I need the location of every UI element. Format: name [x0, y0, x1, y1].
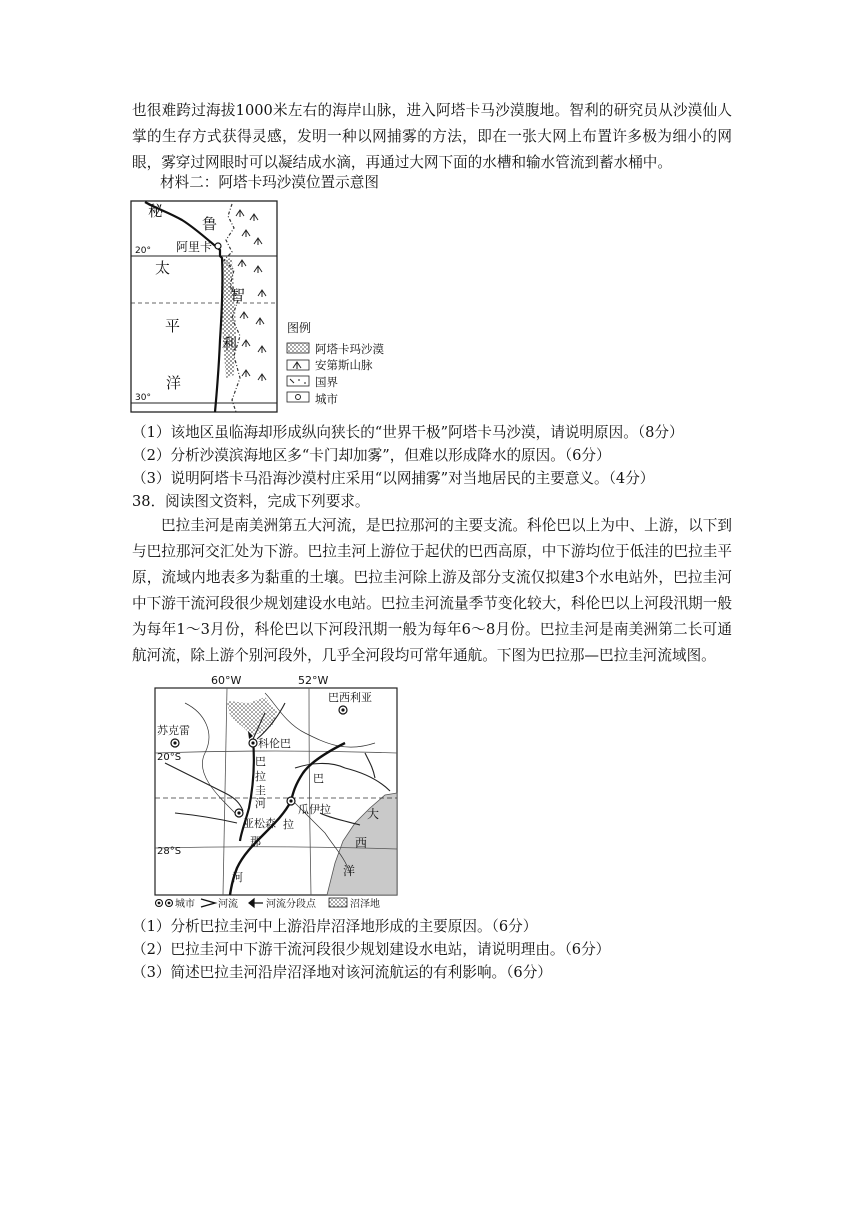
question-2-2: （2）巴拉圭河中下游干流河段很少规划建设水电站，请说明理由。（6分）	[132, 941, 611, 958]
ocean-label-3: 洋	[343, 864, 356, 878]
parana-river-label-1: 巴	[313, 772, 324, 785]
city-guaira-label: 瓜伊拉	[298, 803, 331, 816]
arica-city-marker	[215, 243, 221, 249]
legend-swamp: 沼泽地	[350, 899, 380, 910]
question-2-1: （1）分析巴拉圭河中上游沿岸沼泽地形成的主要原因。（6分）	[132, 918, 538, 935]
map1-legend	[287, 320, 384, 406]
parana-river-label-3: 那	[250, 835, 261, 848]
material-1-paragraph: 也很难跨过海拔1000米左右的海岸山脉，进入阿塔卡马沙漠腹地。智利的研究员从沙漠仙人掌的生存方式获得灵感，发明一种以网捕雾的方法，即在一张大网上布置许多极为细小的网眼，雾穿过网眼时可以凝结成水滴，再通过大网下面的水槽和输水管流到蓄水桶中。	[132, 102, 732, 171]
paraguay-river-label-4: 河	[255, 797, 266, 810]
legend-andes: 安第斯山脉	[315, 358, 373, 372]
paraguay-river-label-3: 圭	[255, 784, 266, 797]
label-pacific-1: 太	[155, 259, 171, 277]
paraguay-river-label-2: 拉	[255, 770, 266, 783]
label-lat-30: 30°	[135, 393, 151, 403]
label-pacific-2: 平	[165, 317, 181, 335]
atacama-location-map	[130, 200, 400, 414]
parana-river-label-4: 河	[232, 871, 243, 884]
label-lon-60w: 60°W	[211, 674, 242, 687]
question-38-title: 38．阅读图文资料，完成下列要求。	[132, 493, 370, 510]
ocean-label-2: 西	[355, 836, 368, 850]
legend-city: 城市	[315, 392, 338, 406]
legend-title: 图例	[287, 321, 312, 335]
question-1-3: （3）说明阿塔卡马沿海沙漠村庄采用“以网捕雾”对当地居民的主要意义。（4分）	[132, 470, 655, 487]
legend-split-point: 河流分段点	[266, 899, 316, 910]
label-lat-28s: 28°S	[157, 846, 182, 857]
label-lat-20s: 20°S	[157, 752, 182, 763]
parana-river-label-2: 拉	[283, 818, 294, 831]
question-1-2: （2）分析沙漠滨海地区多“卡门却加雾”，但难以形成降水的原因。（6分）	[132, 447, 611, 464]
parana-paraguay-basin-map	[145, 673, 415, 913]
map2-legend	[156, 897, 381, 910]
city-corumba-label: 科伦巴	[258, 737, 291, 750]
legend-desert: 阿塔卡玛沙漠	[315, 342, 384, 356]
label-arica: 阿里卡	[176, 240, 213, 254]
question-1-1: （1）该地区虽临海却形成纵向狭长的“世界干极”阿塔卡马沙漠，请说明原因。（8分）	[132, 424, 684, 441]
material-2-caption: 材料二：阿塔卡玛沙漠位置示意图	[160, 174, 379, 191]
label-lat-20: 20°	[135, 246, 151, 256]
question-38-paragraph: 巴拉圭河是南美洲第五大河流，是巴拉那河的主要支流。科伦巴以上为中、上游，以下到与巴拉那河交汇处为下游。巴拉圭河上游位于起伏的巴西高原，中下游均位于低洼的巴拉圭平原，流域内地表多为黏重的土壤。巴拉圭河除上游及部分支流仅拟建3个水电站外，巴拉圭河中下游干流河段很少规划建设水电站。巴拉圭河流量季节变化较大，科伦巴以上河段汛期一般为每年1～3月份，科伦巴以下河段汛期一般为每年6～8月份。巴拉圭河是南美洲第二长可通航河流，除上游个别河段外，几乎全河段均可常年通航。下图为巴拉那—巴拉圭河流域图。	[132, 517, 732, 664]
legend-river: 河流	[218, 899, 238, 910]
city-asuncion-label: 亚松森	[243, 817, 276, 830]
legend-city: 城市	[175, 899, 195, 910]
city-brasilia-label: 巴西利亚	[328, 691, 372, 704]
label-chile-1: 智	[230, 286, 246, 304]
paraguay-river-label-1: 巴	[255, 755, 266, 768]
label-peru-1: 秘	[148, 202, 164, 220]
label-pacific-3: 洋	[166, 374, 182, 392]
legend-border: 国界	[315, 375, 338, 389]
label-lon-52w: 52°W	[298, 674, 329, 687]
label-peru-2: 鲁	[202, 215, 218, 233]
ocean-label-1: 大	[367, 807, 380, 821]
city-sucre-label: 苏克雷	[157, 724, 190, 737]
label-chile-2: 利	[222, 335, 238, 353]
question-2-3: （3）简述巴拉圭河沿岸沼泽地对该河流航运的有利影响。（6分）	[132, 964, 552, 981]
